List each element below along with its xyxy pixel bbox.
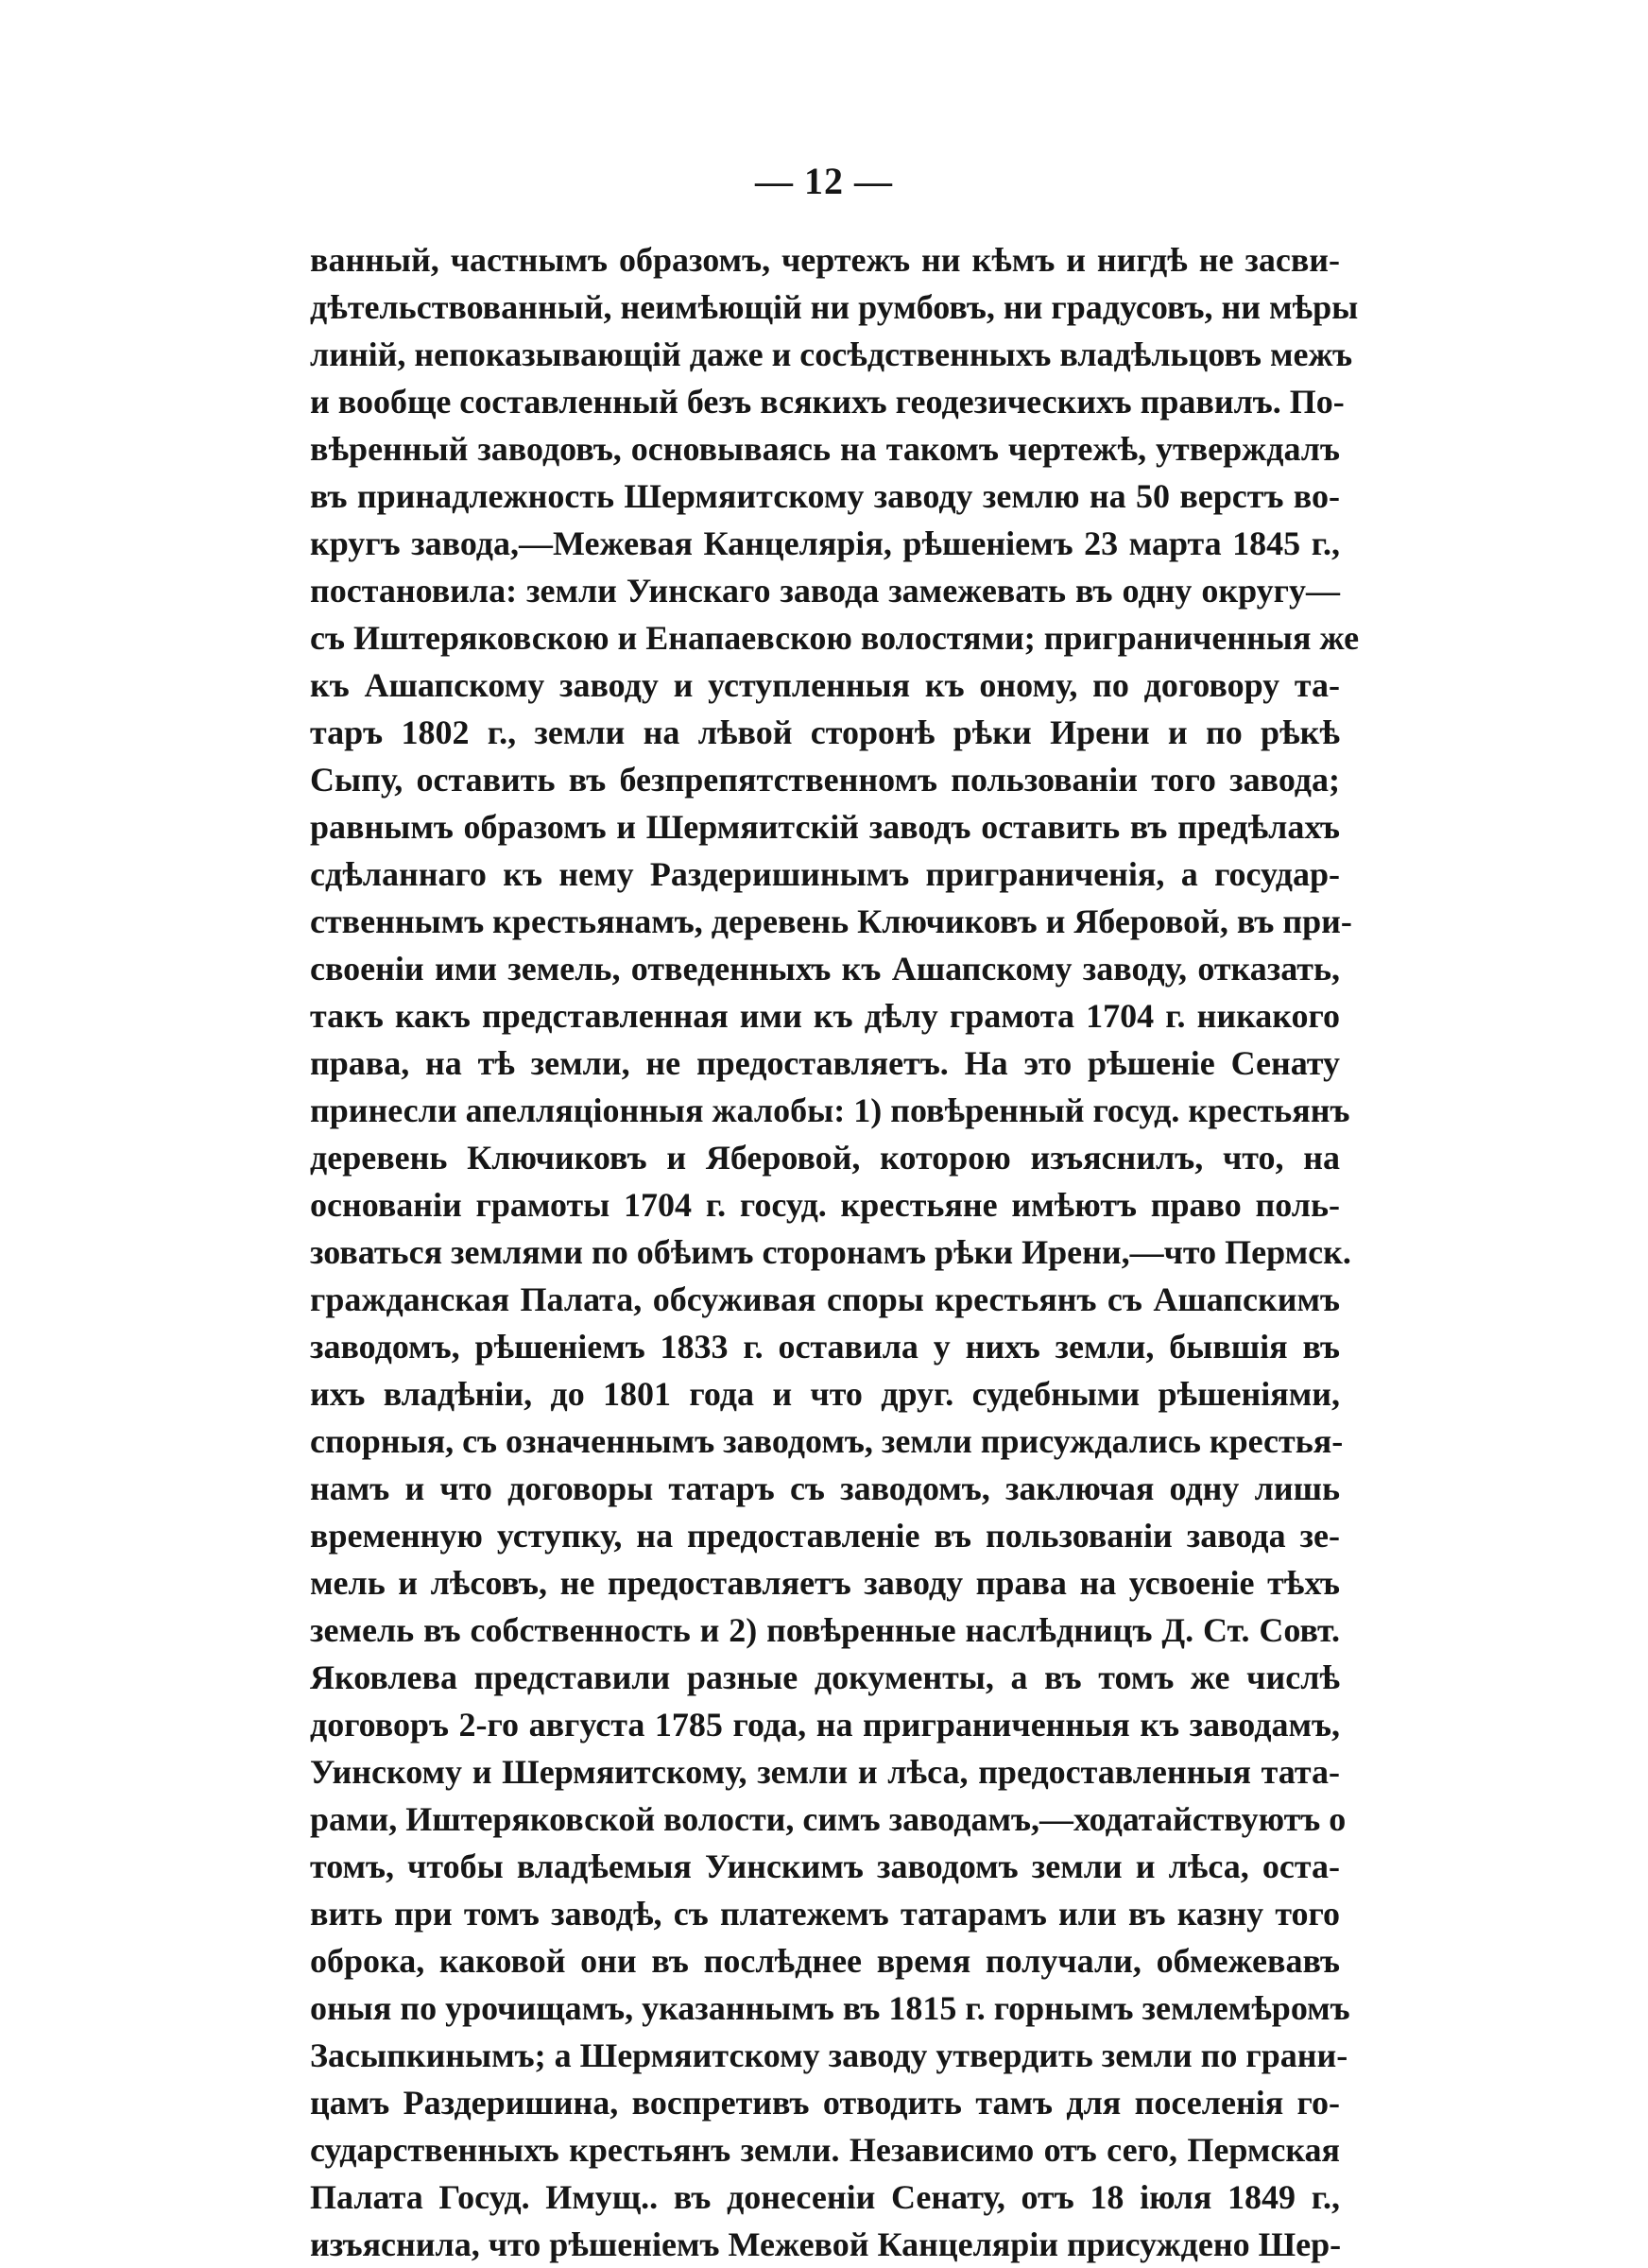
text-line: мель и лѣсовъ, не предоставляетъ заводу права на усвоеніе тѣхъ xyxy=(310,1564,1340,1602)
text-line: принесли апелляціонныя жалобы: 1) повѣренный госуд. крестьянъ xyxy=(310,1091,1350,1129)
text-line: права, на тѣ земли, не предоставляетъ. На это рѣшеніе Сенату xyxy=(310,1044,1340,1082)
text-line: гражданская Палата, обсуживая споры крестьянъ съ Ашапскимъ xyxy=(310,1280,1340,1318)
text-line: дѣтельствованный, неимѣющій ни румбовъ, ни градусовъ, ни мѣры xyxy=(310,288,1359,326)
text-line: ихъ владѣніи, до 1801 года и что друг. судебными рѣшеніями, xyxy=(310,1375,1340,1413)
text-line: Яковлева представили разные документы, а въ томъ же числѣ xyxy=(310,1658,1340,1696)
text-line: кругъ завода,—Межевая Канцелярія, рѣшеніемъ 23 марта 1845 г., xyxy=(310,524,1340,562)
text-line: временную уступку, на предоставленіе въ пользованіи завода зе- xyxy=(310,1517,1340,1555)
text-line: въ принадлежность Шермяитскому заводу землю на 50 верстъ во- xyxy=(310,477,1340,515)
text-line: вить при томъ заводѣ, съ платежемъ татарамъ или въ казну того xyxy=(310,1895,1340,1933)
text-line: Сыпу, оставить въ безпрепятственномъ пользованіи того завода; xyxy=(310,761,1340,799)
text-line: таръ 1802 г., земли на лѣвой сторонѣ рѣки Ирени и по рѣкѣ xyxy=(310,713,1340,751)
text-line: съ Иштеряковскою и Енапаевскою волостями; приграниченныя же xyxy=(310,619,1360,657)
text-line: такъ какъ представленная ими къ дѣлу грамота 1704 г. никакого xyxy=(310,997,1340,1035)
text-line: вѣренный заводовъ, основываясь на такомъ чертежѣ, утверждалъ xyxy=(310,430,1340,468)
text-line: договоръ 2-го августа 1785 года, на приграниченныя къ заводамъ, xyxy=(310,1706,1340,1744)
text-line: изъяснила, что рѣшеніемъ Межевой Канцеляріи присуждено Шер- xyxy=(310,2225,1342,2263)
text-line: зоваться землями по обѣимъ сторонамъ рѣки Ирени,—что Пермск. xyxy=(310,1233,1351,1271)
text-line: своеніи ими земель, отведенныхъ къ Ашапскому заводу, отказать, xyxy=(310,950,1340,988)
text-line: деревень Ключиковъ и Яберовой, которою изъяснилъ, что, на xyxy=(310,1139,1340,1177)
text-line: томъ, чтобы владѣемыя Уинскимъ заводомъ земли и лѣса, оста- xyxy=(310,1847,1340,1885)
text-line: ственнымъ крестьянамъ, деревень Ключиковъ и Яберовой, въ при- xyxy=(310,902,1352,940)
text-line: и вообще составленный безъ всякихъ геодезическихъ правилъ. По- xyxy=(310,383,1345,421)
text-line: цамъ Раздеришина, воспретивъ отводить тамъ для поселенія го- xyxy=(310,2084,1340,2122)
text-line: къ Ашапскому заводу и уступленныя къ оному, по договору та- xyxy=(310,666,1340,704)
text-line: оныя по урочищамъ, указаннымъ въ 1815 г. горнымъ землемѣромъ xyxy=(310,1989,1350,2027)
text-line: постановила: земли Уинскаго завода замежевать въ одну округу— xyxy=(310,572,1340,610)
page-number: — 12 — xyxy=(755,160,893,202)
text-line: ванный, частнымъ образомъ, чертежъ ни кѣмъ и нигдѣ не засви- xyxy=(310,241,1340,279)
body-text xyxy=(310,236,1360,2268)
text-line: линій, непоказывающій даже и сосѣдственныхъ владѣльцовъ межъ xyxy=(310,335,1353,373)
text-line: оброка, каковой они въ послѣднее время получали, обмежевавъ xyxy=(310,1942,1340,1980)
text-line: сударственныхъ крестьянъ земли. Независимо отъ сего, Пермская xyxy=(310,2131,1340,2169)
text-line: Уинскому и Шермяитскому, земли и лѣса, предоставленныя тата- xyxy=(310,1753,1340,1791)
text-line: Засыпкинымъ; а Шермяитскому заводу утвердить земли по грани- xyxy=(310,2036,1348,2074)
text-line: сдѣланнаго къ нему Раздеришинымъ приграниченія, а государ- xyxy=(310,855,1340,893)
text-line: спорныя, съ означеннымъ заводомъ, земли присуждались крестья- xyxy=(310,1422,1344,1460)
text-line: заводомъ, рѣшеніемъ 1833 г. оставила у нихъ земли, бывшія въ xyxy=(310,1328,1340,1366)
text-line: рами, Иштеряковской волости, симъ заводамъ,—ходатайствуютъ о xyxy=(310,1800,1347,1838)
text-line: земель въ собственность и 2) повѣренные наслѣдницъ Д. Ст. Совт. xyxy=(310,1611,1340,1649)
text-line: основаніи грамоты 1704 г. госуд. крестьяне имѣютъ право поль- xyxy=(310,1186,1340,1224)
text-line: Палата Госуд. Имущ.. въ донесеніи Сенату, отъ 18 іюля 1849 г., xyxy=(310,2178,1340,2216)
text-line: намъ и что договоры татаръ съ заводомъ, заключая одну лишь xyxy=(310,1469,1340,1507)
text-line: равнымъ образомъ и Шермяитскій заводъ оставить въ предѣлахъ xyxy=(310,808,1340,846)
